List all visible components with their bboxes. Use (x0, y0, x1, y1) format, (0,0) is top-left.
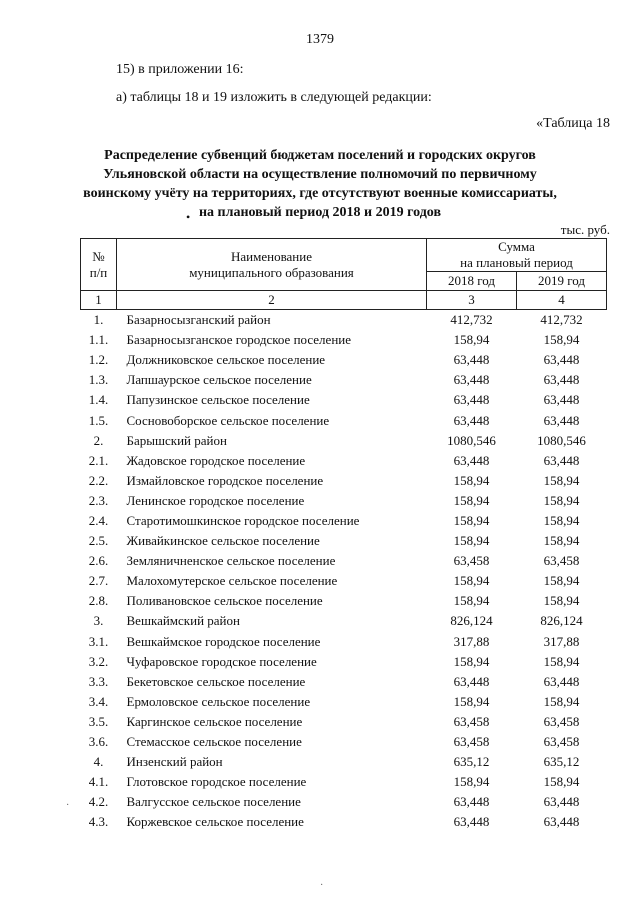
municipality-name: Чуфаровское городское поселение (126, 653, 317, 669)
header-year-2018: 2018 год (427, 272, 517, 291)
amount-2019: 63,458 (543, 553, 580, 569)
municipality-name: Жадовское городское поселение (126, 452, 306, 468)
amount-2018: 826,124 (450, 613, 493, 629)
municipality-name: Папузинское сельское поселение (126, 392, 310, 408)
amount-2019: 158,94 (543, 573, 580, 589)
row-number: 1. (93, 312, 104, 328)
amount-2019: 635,12 (543, 754, 580, 770)
row-number: 4.3. (88, 814, 109, 830)
amount-2019: 1080,546 (537, 432, 586, 448)
municipality-name: Глотовское городское поселение (126, 774, 307, 790)
row-number: 4.1. (88, 774, 109, 790)
row-number: 1.1. (88, 332, 109, 348)
header-name (117, 239, 427, 291)
amount-2019: 63,448 (543, 452, 580, 468)
row-number: 3.1. (88, 633, 109, 649)
table-row (81, 410, 607, 430)
table-row (81, 732, 607, 752)
amount-2018: 158,94 (453, 774, 490, 790)
table-row (81, 611, 607, 631)
municipality-name: Измайловское городское поселение (126, 472, 324, 488)
municipality-name: Инзенский район (126, 754, 223, 770)
header-col-index-4: 4 (517, 291, 607, 310)
scan-speck: • (186, 210, 191, 224)
amount-2018: 63,448 (453, 814, 490, 830)
municipality-name: Малохомутерское сельское поселение (126, 573, 338, 589)
municipality-name: Поливановское сельское поселение (126, 593, 323, 609)
municipality-name: Старотимошкинское городское поселение (126, 512, 360, 528)
amount-2018: 158,94 (453, 653, 490, 669)
municipality-name: Бекетовское сельское поселение (126, 673, 306, 689)
amount-2019: 158,94 (543, 774, 580, 790)
amount-2018: 412,732 (450, 312, 493, 328)
municipality-name: Базарносызганское городское поселение (126, 332, 351, 348)
amount-2018: 158,94 (453, 512, 490, 528)
municipality-name: Валгусское сельское поселение (126, 794, 301, 810)
row-number: 2. (93, 432, 104, 448)
row-number: 2.5. (88, 533, 109, 549)
header-sum-text: Сумма на плановый период (460, 239, 573, 270)
amount-2018: 158,94 (453, 693, 490, 709)
amount-2018: 63,458 (453, 734, 490, 750)
table-row (81, 772, 607, 792)
row-number: 2.7. (88, 573, 109, 589)
row-number: 3. (93, 613, 104, 629)
amount-2019: 63,448 (543, 392, 580, 408)
amount-2019: 158,94 (543, 492, 580, 508)
table-row (81, 350, 607, 370)
amount-2018: 63,448 (453, 673, 490, 689)
amount-2018: 1080,546 (447, 432, 496, 448)
row-number: 3.5. (88, 713, 109, 729)
amount-2018: 158,94 (453, 593, 490, 609)
table-row (81, 451, 607, 471)
amount-2018: 63,448 (453, 412, 490, 428)
title-line: Распределение субвенций бюджетам поселений и городских округов (104, 148, 536, 163)
amount-2019: 412,732 (540, 312, 583, 328)
amount-2018: 63,448 (453, 352, 490, 368)
amount-2019: 63,448 (543, 673, 580, 689)
table-row (81, 431, 607, 451)
table-row (81, 310, 607, 331)
amendment-item: 15) в приложении 16: (116, 62, 244, 77)
municipality-name: Каргинское сельское поселение (126, 713, 303, 729)
table-row (81, 491, 607, 511)
table-row (81, 511, 607, 531)
table-body (81, 310, 607, 833)
row-number: 1.4. (88, 392, 109, 408)
row-number: 3.3. (88, 673, 109, 689)
municipality-name: Коржевское сельское поселение (126, 814, 304, 830)
amount-2018: 63,458 (453, 553, 490, 569)
amount-2018: 63,448 (453, 392, 490, 408)
row-number: 2.8. (88, 593, 109, 609)
amount-2018: 63,458 (453, 713, 490, 729)
table-row (81, 531, 607, 551)
row-number: 4.2. (88, 794, 109, 810)
table-row (81, 752, 607, 772)
amount-2019: 63,458 (543, 713, 580, 729)
table-row (81, 632, 607, 652)
municipality-name: Вешкаймское городское поселение (126, 633, 321, 649)
amount-2019: 63,448 (543, 814, 580, 830)
header-sum (427, 239, 607, 272)
amount-2018: 317,88 (453, 633, 490, 649)
table-row (81, 692, 607, 712)
row-number: 3.4. (88, 693, 109, 709)
row-number: 3.2. (88, 653, 109, 669)
subvention-table (80, 238, 607, 832)
title-line: воинскому учёту на территориях, где отсутствуют военные комиссариаты, (83, 186, 557, 201)
municipality-name: Базарносызганский район (126, 312, 271, 328)
units-label: тыс. руб. (560, 222, 610, 237)
amount-2019: 63,448 (543, 794, 580, 810)
header-col-index-1: 1 (81, 291, 117, 310)
table-row (81, 370, 607, 390)
amount-2019: 63,448 (543, 372, 580, 388)
row-number: 2.1. (88, 452, 109, 468)
header-name-text: Наименование муниципального образования (189, 248, 354, 280)
amendment-subitem: а) таблицы 18 и 19 изложить в следующей редакции: (116, 90, 432, 105)
amount-2019: 826,124 (540, 613, 583, 629)
municipality-name: Сосновоборское сельское поселение (126, 412, 330, 428)
amount-2019: 158,94 (543, 512, 580, 528)
header-year-2019: 2019 год (517, 272, 607, 291)
header-col-index-2: 2 (117, 291, 427, 310)
table-row (81, 672, 607, 692)
amount-2018: 158,94 (453, 573, 490, 589)
municipality-name: Ленинское городское поселение (126, 492, 305, 508)
amount-2019: 158,94 (543, 653, 580, 669)
table-row (81, 571, 607, 591)
amount-2019: 158,94 (543, 332, 580, 348)
row-number: 2.4. (88, 512, 109, 528)
table-row (81, 652, 607, 672)
table-row (81, 551, 607, 571)
table-title (60, 146, 580, 222)
row-number: 2.2. (88, 472, 109, 488)
row-number: 4. (93, 754, 104, 770)
row-number: 2.6. (88, 553, 109, 569)
amount-2019: 158,94 (543, 472, 580, 488)
scan-speck: · (66, 800, 70, 811)
table-row (81, 812, 607, 832)
municipality-name: Земляничненское сельское поселение (126, 553, 336, 569)
amount-2019: 158,94 (543, 693, 580, 709)
title-line: Ульяновской области на осуществление полномочий по первичному (103, 167, 537, 182)
municipality-name: Вешкаймский район (126, 613, 240, 629)
header-num-text: № п/п (89, 248, 108, 280)
municipality-name: Ермоловское сельское поселение (126, 693, 311, 709)
amount-2019: 63,458 (543, 734, 580, 750)
row-number: 3.6. (88, 734, 109, 750)
amount-2019: 317,88 (543, 633, 580, 649)
table-row (81, 471, 607, 491)
municipality-name: Стемасское сельское поселение (126, 734, 302, 750)
amount-2018: 635,12 (453, 754, 490, 770)
amount-2018: 63,448 (453, 372, 490, 388)
amount-2018: 63,448 (453, 452, 490, 468)
header-col-index-3: 3 (427, 291, 517, 310)
title-line: на плановый период 2018 и 2019 годов (198, 205, 442, 220)
municipality-name: Барышский район (126, 432, 227, 448)
table-row (81, 792, 607, 812)
row-number: 1.5. (88, 412, 109, 428)
page-number: 1379 (306, 32, 334, 47)
amount-2019: 63,448 (543, 412, 580, 428)
municipality-name: Лапшаурское сельское поселение (126, 372, 312, 388)
header-num (81, 239, 117, 291)
amount-2018: 158,94 (453, 332, 490, 348)
row-number: 1.3. (88, 372, 109, 388)
municipality-name: Живайкинское сельское поселение (126, 533, 320, 549)
row-number: 1.2. (88, 352, 109, 368)
table-label: «Таблица 18 (536, 116, 610, 131)
row-number: 2.3. (88, 492, 109, 508)
amount-2019: 158,94 (543, 593, 580, 609)
table-row (81, 712, 607, 732)
amount-2018: 158,94 (453, 472, 490, 488)
amount-2018: 158,94 (453, 492, 490, 508)
table-row (81, 390, 607, 410)
amount-2018: 63,448 (453, 794, 490, 810)
amount-2019: 158,94 (543, 533, 580, 549)
scan-speck: · (320, 880, 324, 891)
municipality-name: Должниковское сельское поселение (126, 352, 326, 368)
table-row (81, 330, 607, 350)
amount-2018: 158,94 (453, 533, 490, 549)
table-row (81, 591, 607, 611)
amount-2019: 63,448 (543, 352, 580, 368)
